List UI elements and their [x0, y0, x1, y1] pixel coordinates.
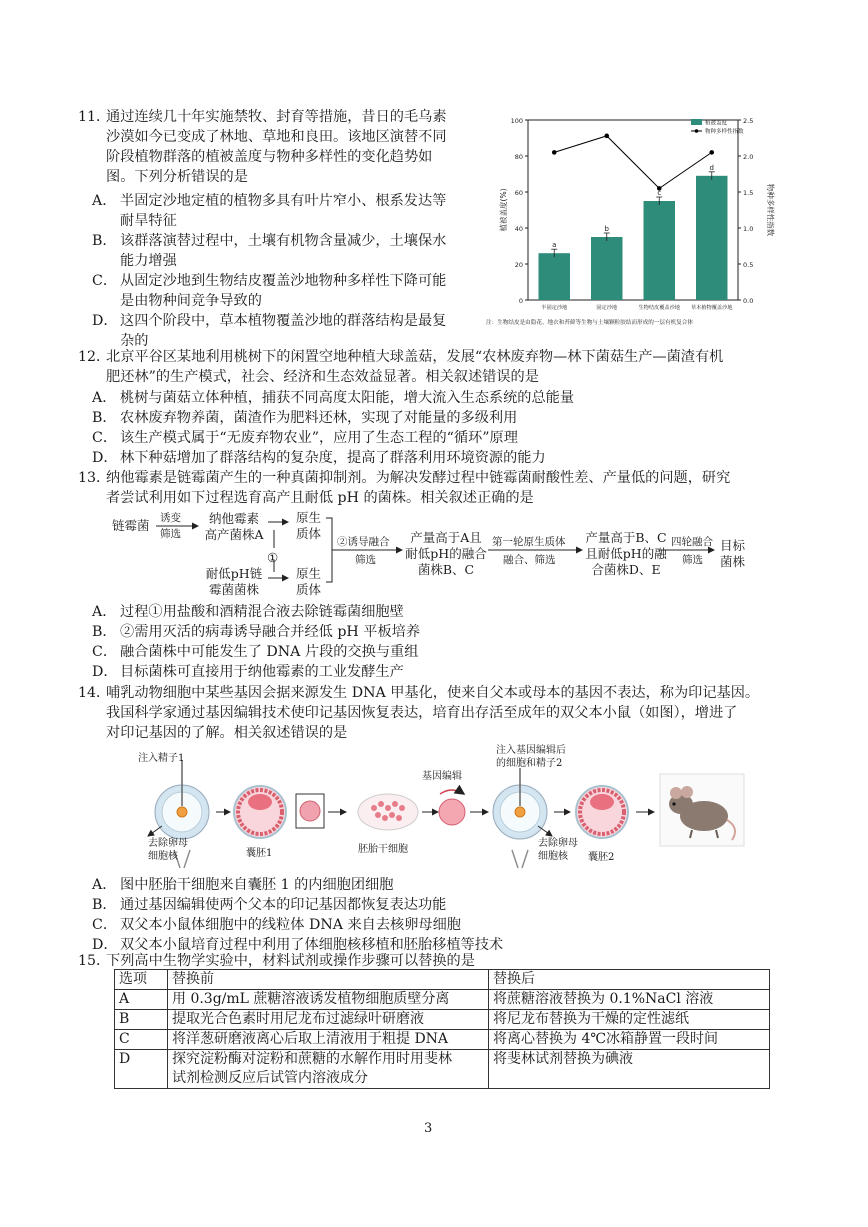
flow-text: 质体 — [296, 526, 322, 541]
option-text: 林下种菇增加了群落结构的复杂度，提高了群落利用环境资源的能力 — [120, 450, 546, 466]
blastocyst-1-shape — [234, 786, 286, 838]
table-header: 替换前 — [168, 970, 489, 990]
option-key: B． — [92, 624, 117, 640]
figure-text: 注入基因编辑后 — [496, 745, 566, 756]
x-tick-label: 半固定沙地 — [541, 305, 568, 311]
flow-label: 筛选 — [160, 528, 181, 540]
bar — [539, 253, 571, 300]
option-key: A． — [92, 193, 117, 209]
option-text: 融合菌株中可能发生了 DNA 片段的交换与重组 — [120, 644, 419, 660]
option-text: 通过基因编辑使两个父本的印记基因都恢复表达功能 — [120, 897, 447, 913]
flow-text: 质体 — [296, 582, 322, 597]
page-number: 3 — [424, 1121, 433, 1136]
bar — [591, 237, 623, 300]
flow-text: 原生 — [296, 566, 322, 581]
label-inject-sperm-1: 注入精子1 — [138, 753, 185, 764]
diversity-point — [552, 150, 557, 155]
label-inject-edited — [496, 744, 566, 770]
y2-tick-label: 0.5 — [743, 261, 754, 269]
flow-label: ②诱导融合 — [337, 536, 390, 548]
q13-stem-line: 纳他霉素是链霉菌产生的一种真菌抑制剂。为解决发酵过程中链霉菌耐酸性差、产量低的问题，研究 — [106, 470, 731, 486]
flow-text: 纳他霉素 — [208, 511, 259, 526]
figure-text: 细胞核 — [538, 851, 568, 862]
option-text: 耐旱特征 — [120, 213, 177, 229]
chart-note: 注：生物结皮是由隐花、地衣和苔藓等生物与土壤颗粒胶结而形成的一层有机复合体 — [486, 320, 693, 326]
table-row — [115, 1010, 770, 1030]
y-tick-label: 80 — [514, 153, 523, 161]
option-key: D． — [92, 313, 118, 329]
flow-label: 诱变 — [160, 512, 181, 524]
blastocyst-2-shape — [576, 786, 628, 838]
significance-letter: a — [552, 241, 557, 250]
table-cell: A — [115, 990, 168, 1010]
flow-text: 耐低pH链 — [205, 566, 263, 581]
diversity-point — [709, 150, 714, 155]
table-cell: 将斐林试剂替换为碘液 — [489, 1050, 770, 1089]
edited-cells — [439, 790, 465, 825]
flow-label: 融合、筛选 — [503, 554, 556, 566]
significance-letter: b — [604, 225, 609, 233]
q14-stem-line: 我国科学家通过基因编辑技术使印记基因恢复表达，培育出存活至成年的双父本小鼠（如图），增进了 — [106, 705, 738, 721]
label-blastocyst-1: 囊胚1 — [246, 848, 273, 859]
y2-tick-label: 1.5 — [743, 189, 754, 197]
figure-text: 的细胞和精子2 — [496, 758, 563, 769]
figure-text: 去除卵母 — [148, 838, 188, 849]
option-text: 该群落演替过程中，土壤有机物含量减少，土壤保水 — [120, 233, 447, 249]
flow-text: 原生 — [296, 510, 322, 525]
bar — [644, 201, 676, 300]
table-row — [115, 1030, 770, 1050]
q15-stem: 下列高中生物学实验中，材料试剂或操作步骤可以替换的是 — [106, 953, 475, 969]
y-tick-label: 20 — [514, 261, 523, 269]
flow-start: 链霉菌 — [112, 518, 150, 533]
significance-letter: c — [657, 189, 662, 197]
flow-text: 产量高于B、C — [585, 530, 667, 545]
figure-text: 细胞核 — [148, 851, 178, 862]
vegetation-chart — [484, 110, 790, 335]
label-gene-editing: 基因编辑 — [422, 771, 462, 782]
y-tick-label: 40 — [514, 225, 523, 233]
q12-number: 12． — [78, 349, 111, 365]
x-tick-label: 固定沙地 — [596, 305, 618, 311]
y2-axis-label: 物种多样性指数 — [766, 183, 775, 237]
option-text: 目标菌株可直接用于纳他霉素的工业发酵生产 — [120, 664, 404, 680]
table-header-row — [115, 970, 770, 990]
figure-text: 去除卵母 — [538, 838, 578, 849]
option-text: 从固定沙地到生物结皮覆盖沙地物种多样性下降可能 — [120, 273, 447, 289]
x-tick-label: 草本植物覆盖沙地 — [690, 305, 733, 311]
y2-tick-label: 0.0 — [743, 297, 754, 305]
flow-circle-1: ① — [267, 550, 279, 565]
option-key: D． — [92, 664, 118, 680]
q11-stem-line: 图。下列分析错误的是 — [106, 169, 248, 185]
option-key: A． — [92, 877, 117, 893]
flow-text: 耐低pH的融合 — [405, 546, 487, 561]
q15-number: 15． — [78, 953, 111, 969]
table-cell: 将蔗糖溶液替换为 0.1%NaCl 溶液 — [489, 990, 770, 1010]
legend-bar-swatch — [691, 119, 702, 125]
q14-illustration — [126, 746, 746, 868]
q15-table — [114, 969, 770, 1089]
option-text: 能力增强 — [120, 253, 177, 269]
flow-label: 四轮融合 — [671, 536, 713, 548]
flow-strain-de — [584, 530, 668, 578]
table-cell: 提取光合色素时用尼龙布过滤绿叶研磨液 — [168, 1010, 489, 1030]
option-text: 半固定沙地定植的植物多具有叶片窄小、根系发达等 — [120, 193, 447, 209]
table-cell: 将洋葱研磨液离心后取上清液用于粗提 DNA — [168, 1030, 489, 1050]
flow-protoplast-1 — [296, 510, 321, 542]
y-tick-label: 60 — [514, 189, 523, 197]
flow-text: 高产菌株A — [204, 527, 264, 542]
flow-target — [720, 538, 745, 570]
flow-label: 筛选 — [355, 554, 376, 566]
option-text: 过程①用盐酸和酒精混合液去除链霉菌细胞壁 — [120, 604, 404, 620]
option-text: 双父本小鼠培育过程中利用了体细胞核移植和胚胎移植等技术 — [120, 937, 504, 953]
option-key: B． — [92, 410, 117, 426]
flow-strain-a — [201, 511, 267, 543]
q12-stem-line: 北京平谷区某地利用桃树下的闲置空地种植大球盖菇，发展“农林废弃物—林下菌菇生产—菌渣有机 — [106, 349, 724, 365]
option-text: 双父本小鼠体细胞中的线粒体 DNA 来自去核卵母细胞 — [120, 917, 461, 933]
flow-text: 且耐低pH的融 — [585, 546, 667, 561]
bar — [696, 176, 728, 300]
chart-line-series — [552, 134, 714, 191]
legend-label: 物种多样性指数 — [705, 129, 744, 135]
flow-text: 菌株B、C — [417, 562, 475, 577]
y2-tick-label: 2.0 — [743, 153, 754, 161]
table-cell: 探究淀粉酶对淀粉和蔗糖的水解作用时用斐林 试剂检测反应后试管内溶液成分 — [168, 1050, 489, 1089]
flow-text: 菌株 — [720, 554, 746, 569]
y2-tick-label: 1.0 — [743, 225, 754, 233]
flow-text: 霉菌菌株 — [208, 582, 259, 597]
q13-stem-line: 者尝试利用如下过程选育高产且耐低 pH 的菌株。相关叙述正确的是 — [106, 490, 534, 506]
option-key: A． — [92, 390, 117, 406]
table-cell: D — [115, 1050, 168, 1089]
flow-label: 第一轮原生质体 — [492, 536, 566, 548]
q11-stem-line: 阶段植物群落的植被盖度与物种多样性的变化趋势如 — [106, 149, 433, 165]
q11-stem-line: 沙漠如今已变成了林地、草地和良田。该地区演替不同 — [106, 129, 447, 145]
option-text: ②需用灭活的病毒诱导融合并经低 pH 平板培养 — [120, 624, 421, 640]
option-key: C． — [92, 430, 118, 446]
table-row — [115, 990, 770, 1010]
flow-strain-b — [201, 566, 267, 598]
label-remove-nucleus-2 — [538, 837, 578, 863]
table-cell: 用 0.3g/mL 蔗糖溶液诱发植物细胞质壁分离 — [168, 990, 489, 1010]
q12-stem-line: 肥还林”的生产模式，社会、经济和生态效益显著。相关叙述错误的是 — [106, 369, 539, 385]
chart-bars — [539, 172, 728, 300]
flow-label: 筛选 — [682, 554, 703, 566]
table-header: 选项 — [115, 970, 168, 990]
y2-tick-label: 2.5 — [743, 117, 754, 125]
q11-number: 11． — [78, 109, 111, 125]
flow-strain-bc — [404, 530, 488, 578]
mouse-illustration — [660, 774, 744, 846]
q14-stem-line: 哺乳动物细胞中某些基因会据来源发生 DNA 甲基化，使来自父本或母本的基因不表达，称为印记基因。 — [106, 685, 760, 701]
x-tick-label: 生物结皮覆盖沙地 — [638, 305, 681, 311]
option-text: 该生产模式属于“无废弃物农业”，应用了生态工程的“循环”原理 — [120, 430, 518, 446]
option-key: C． — [92, 917, 118, 933]
q14-stem-line: 对印记基因的了解。相关叙述错误的是 — [106, 725, 348, 741]
label-remove-nucleus-1 — [148, 837, 188, 863]
option-key: D． — [92, 450, 118, 466]
flow-text: 合菌株D、E — [591, 562, 661, 577]
option-key: B． — [92, 897, 117, 913]
q11-stem-line: 通过连续几十年实施禁牧、封育等措施，昔日的毛乌素 — [106, 109, 447, 125]
table-header: 替换后 — [489, 970, 770, 990]
option-text: 图中胚胎干细胞来自囊胚 1 的内细胞团细胞 — [120, 877, 394, 893]
label-blastocyst-2: 囊胚2 — [588, 852, 615, 863]
label-es-cells: 胚胎干细胞 — [358, 844, 408, 855]
diversity-point — [604, 134, 609, 139]
table-cell: 将尼龙布替换为干燥的定性滤纸 — [489, 1010, 770, 1030]
table-cell: C — [115, 1030, 168, 1050]
diversity-line — [554, 136, 712, 189]
flow-text: 产量高于A且 — [410, 530, 482, 545]
option-key: A． — [92, 604, 117, 620]
table-row — [115, 1050, 770, 1089]
y-tick-label: 100 — [510, 117, 523, 125]
legend-line-marker — [695, 129, 699, 133]
option-key: D． — [92, 937, 118, 953]
q14-number: 14． — [78, 685, 111, 701]
legend-label: 植被盖度 — [705, 120, 728, 127]
option-key: C． — [92, 273, 118, 289]
option-text: 杂的 — [120, 333, 149, 349]
option-text: 桃树与菌菇立体种植，捕获不同高度太阳能，增大流入生态系统的总能量 — [120, 390, 575, 406]
table-cell: B — [115, 1010, 168, 1030]
y-axis-label: 植被盖度(%) — [499, 188, 508, 232]
embryonic-stem-cells — [358, 794, 418, 830]
option-key: C． — [92, 644, 118, 660]
option-text: 是由物种间竞争导致的 — [120, 293, 262, 309]
option-text: 这四个阶段中，草本植物覆盖沙地的群落结构是最复 — [120, 313, 447, 329]
option-text: 农林废弃物养菌，菌渣作为肥料还林，实现了对能量的多级利用 — [120, 410, 518, 426]
flow-text: 目标 — [720, 538, 746, 553]
table-cell: 将离心替换为 4℃冰箱静置一段时间 — [489, 1030, 770, 1050]
flow-protoplast-2 — [296, 566, 321, 598]
q13-number: 13． — [78, 470, 111, 486]
chart-text — [486, 117, 776, 326]
option-key: B． — [92, 233, 117, 249]
significance-letter: d — [709, 163, 714, 172]
y-tick-label: 0 — [518, 297, 523, 305]
